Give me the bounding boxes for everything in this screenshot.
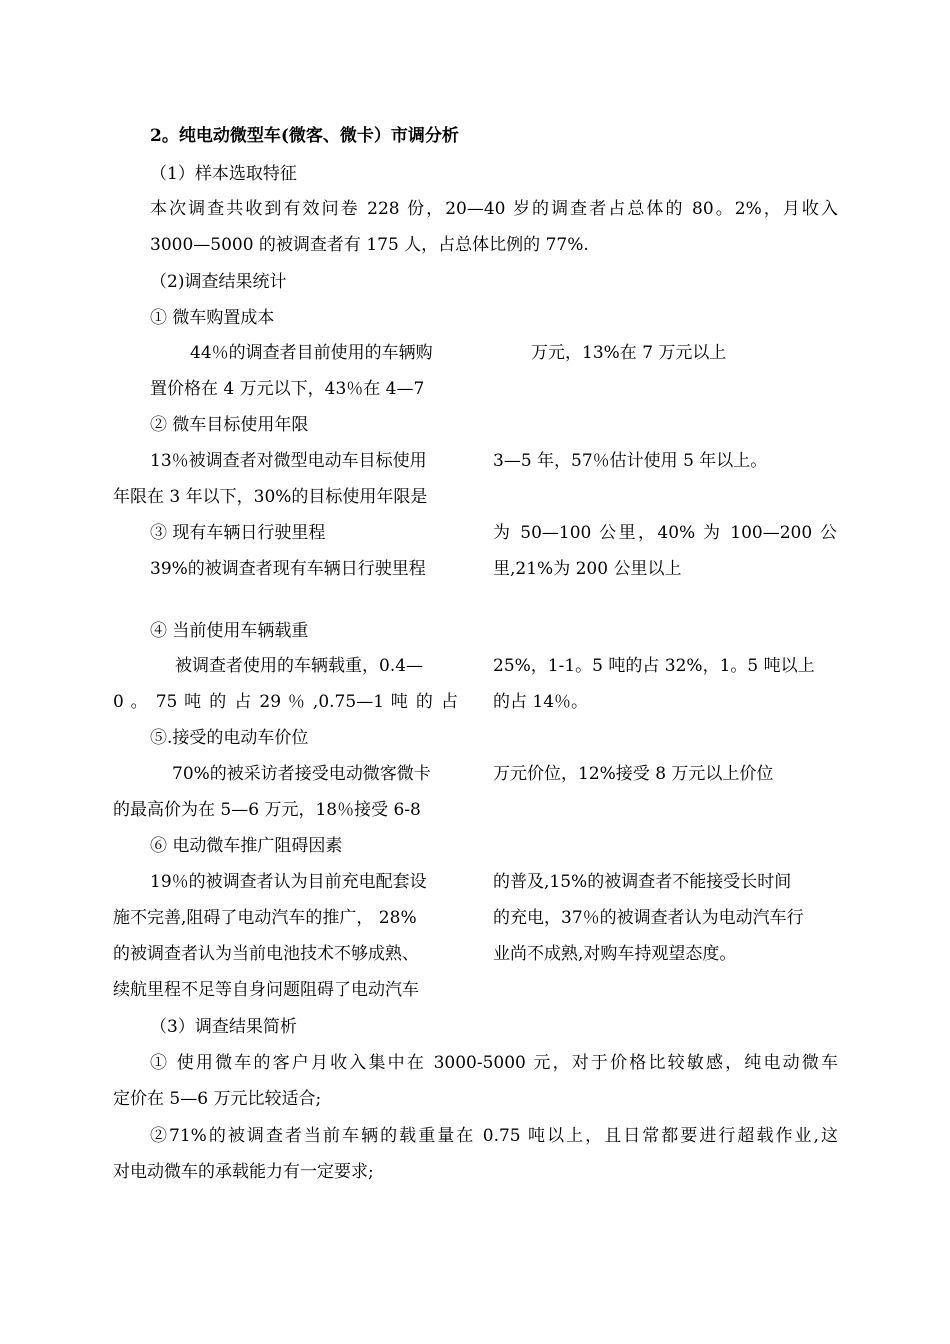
item-5-left-line: 的最高价为在 5—6 万元，18％接受 6-8 [113, 800, 421, 820]
s3-text-line: ②71%的被调查者当前车辆的载重量在 0.75 吨以上，且日常都要进行超载作业,这 [150, 1126, 838, 1146]
item-5-title: ⑤.接受的电动车价位 [150, 728, 309, 748]
item-1-left-line: 44％的调查者目前使用的车辆购 [190, 343, 433, 363]
item-6-title: ⑥ 电动微车推广阻碍因素 [150, 836, 343, 856]
item-6-right-line: 的充电，37％的被调查者认为电动汽车行 [493, 908, 804, 928]
item-1-left-line: 置价格在 4 万元以下，43％在 4—7 [150, 379, 425, 399]
item-1-right-line: 万元，13%在 7 万元以上 [531, 343, 727, 363]
item-6-left-line: 19％的被调查者认为目前充电配套设 [150, 872, 427, 892]
item-6-left-line: 续航里程不足等自身问题阻碍了电动汽车 [113, 980, 419, 1000]
item-6-left-line: 的被调查者认为当前电池技术不够成熟、 [113, 944, 419, 964]
item-5-right-line: 万元价位，12%接受 8 万元以上价位 [493, 764, 774, 784]
item-3-title: ③ 现有车辆日行驶里程 [150, 523, 326, 543]
item-6-right-line: 的普及,15%的被调查者不能接受长时间 [493, 872, 792, 892]
item-3-right-line: 里,21%为 200 公里以上 [493, 559, 682, 579]
s1-text-line: 本次调查共收到有效问卷 228 份，20—40 岁的调查者占总体的 80。2%，月收入 [150, 199, 838, 219]
item-3-right-line: 为 50—100 公里，40% 为 100—200 公 [493, 523, 837, 543]
item-5-left-line: 70%的被采访者接受电动微客微卡 [172, 764, 431, 784]
s3-text-line: ① 使用微车的客户月收入集中在 3000-5000 元，对于价格比较敏感，纯电动微车 [150, 1053, 838, 1073]
item-4-left-line: 0 。 75 吨 的 占 29 ％ ,0.75—1 吨 的 占 [113, 692, 458, 712]
item-2-title: ② 微车目标使用年限 [150, 415, 309, 435]
item-6-right-line: 业尚不成熟,对购车持观望态度。 [493, 944, 737, 964]
item-4-right-line: 25%，1-1。5 吨的占 32%，1。5 吨以上 [493, 656, 815, 676]
subsection-2-label: （2)调查结果统计 [150, 272, 287, 292]
item-2-left-line: 13％被调查者对微型电动车目标使用 [150, 451, 427, 471]
s1-text-line: 3000—5000 的被调查者有 175 人，占总体比例的 77%. [150, 235, 589, 255]
item-3-left-line: 39%的被调查者现有车辆日行驶里程 [150, 559, 426, 579]
item-2-left-line: 年限在 3 年以下，30%的目标使用年限是 [113, 487, 428, 507]
item-6-left-line: 施不完善,阻碍了电动汽车的推广， 28% [113, 908, 417, 928]
item-4-right-line: 的占 14％。 [493, 692, 589, 712]
item-4-title: ④ 当前使用车辆载重 [150, 621, 309, 641]
item-2-right-line: 3—5 年，57％估计使用 5 年以上。 [493, 451, 768, 471]
s3-text-line: 定价在 5—6 万元比较适合; [113, 1089, 322, 1109]
section-heading: 2。纯电动微型车(微客、微卡）市调分析 [150, 126, 459, 146]
item-1-title: ① 微车购置成本 [150, 308, 275, 328]
subsection-3-label: （3）调查结果简析 [150, 1017, 297, 1037]
subsection-1-label: （1）样本选取特征 [150, 164, 297, 184]
item-4-left-line: 被调查者使用的车辆载重，0.4— [175, 656, 424, 676]
s3-text-line: 对电动微车的承载能力有一定要求; [113, 1162, 374, 1182]
